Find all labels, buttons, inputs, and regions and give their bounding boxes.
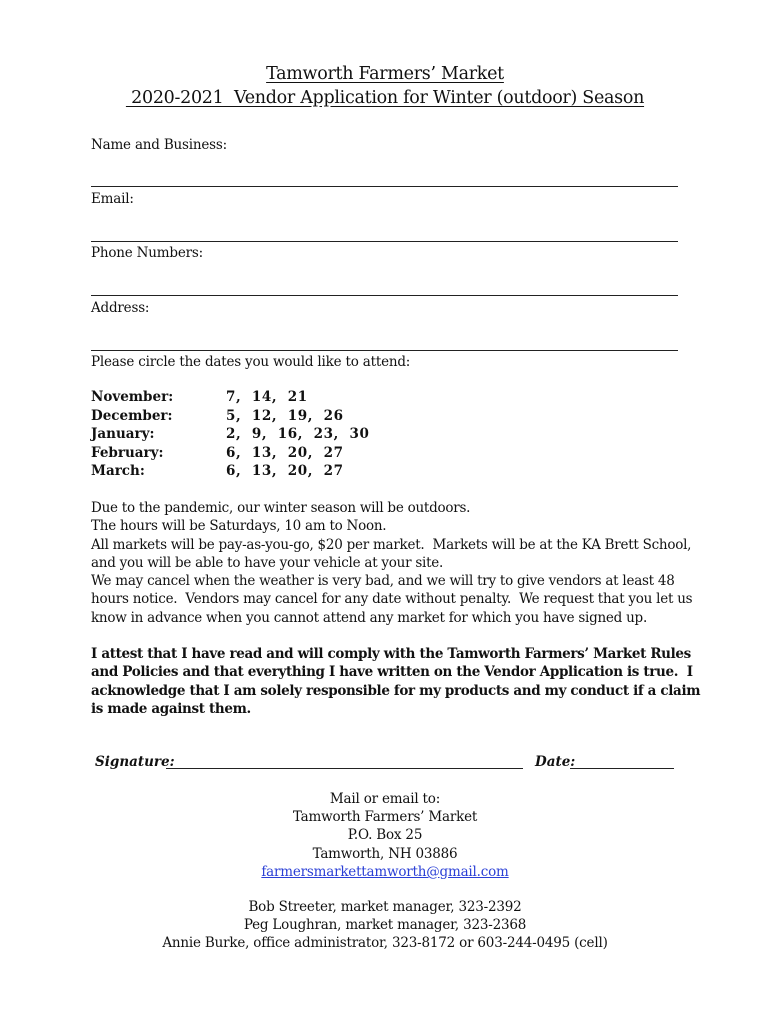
date-line[interactable]	[570, 768, 674, 769]
date-options[interactable]: 6, 13, 20, 27	[226, 463, 344, 479]
attestation-line: acknowledge that I am solely responsible for my products and my conduct if a claim	[91, 682, 701, 699]
contact-line: Peg Loughran, market manager, 323-2368	[243, 917, 527, 934]
mail-heading: Mail or email to:	[329, 791, 441, 807]
attestation-line: I attest that I have read and will comply with the Tamworth Farmers’ Market Rules	[91, 646, 691, 662]
info-line: Due to the pandemic, our winter season will be outdoors.	[91, 500, 471, 516]
info-line: hours notice. Vendors may cancel for any date without penalty. We request that you let us	[91, 591, 693, 608]
phone-line[interactable]	[91, 295, 678, 296]
contact-line: Bob Streeter, market manager, 323-2392	[248, 899, 522, 916]
address-label: Address:	[91, 300, 150, 316]
date-options[interactable]: 2, 9, 16, 23, 30	[226, 426, 370, 442]
email-line[interactable]	[91, 241, 678, 242]
date-options[interactable]: 6, 13, 20, 27	[226, 444, 344, 461]
attestation-line: and Policies and that everything I have written on the Vendor Application is true. I	[91, 664, 693, 681]
mailing-info	[0, 790, 770, 953]
season-info	[91, 499, 691, 627]
info-line: The hours will be Saturdays, 10 am to Noon.	[91, 518, 387, 535]
name-business-line[interactable]	[91, 186, 678, 187]
email-label: Email:	[91, 191, 134, 207]
phone-label: Phone Numbers:	[91, 245, 203, 261]
month-label: February:	[91, 444, 164, 461]
month-label: November:	[91, 389, 174, 405]
month-label: March:	[91, 463, 145, 479]
date-options[interactable]: 7, 14, 21	[226, 389, 308, 405]
form-title: Tamworth Farmers’ Market	[266, 64, 504, 84]
date-options[interactable]: 5, 12, 19, 26	[226, 407, 344, 424]
mail-recipient: Tamworth Farmers’ Market	[292, 809, 478, 826]
attestation-statement	[91, 645, 701, 718]
signature-label: Signature:	[95, 754, 180, 770]
email-link[interactable]: farmersmarkettamworth@gmail.com	[261, 863, 509, 880]
date-label: Date:	[535, 754, 580, 770]
dates-intro: Please circle the dates you would like to attend:	[91, 354, 411, 370]
month-label: December:	[91, 407, 173, 424]
contact-line: Annie Burke, office administrator, 323-8172 or 603-244-0495 (cell)	[162, 935, 608, 952]
form-subtitle: 2020-2021 Vendor Application for Winter (outdoor) Season	[125, 88, 645, 108]
info-line: know in advance when you cannot attend any market for which you have signed up.	[91, 609, 647, 626]
month-label: January:	[91, 426, 155, 442]
mail-city: Tamworth, NH 03886	[312, 845, 458, 862]
info-line: All markets will be pay-as-you-go, $20 per market. Markets will be at the KA Brett School,	[91, 536, 692, 553]
name-business-label: Name and Business:	[91, 137, 227, 153]
signature-line[interactable]	[166, 768, 523, 769]
mail-po-box: P.O. Box 25	[347, 827, 423, 844]
info-line: and you will be able to have your vehicle at your site.	[91, 554, 444, 571]
address-line[interactable]	[91, 350, 678, 351]
attestation-line: is made against them.	[91, 700, 251, 717]
info-line: We may cancel when the weather is very bad, and we will try to give vendors at least 48	[91, 573, 675, 590]
